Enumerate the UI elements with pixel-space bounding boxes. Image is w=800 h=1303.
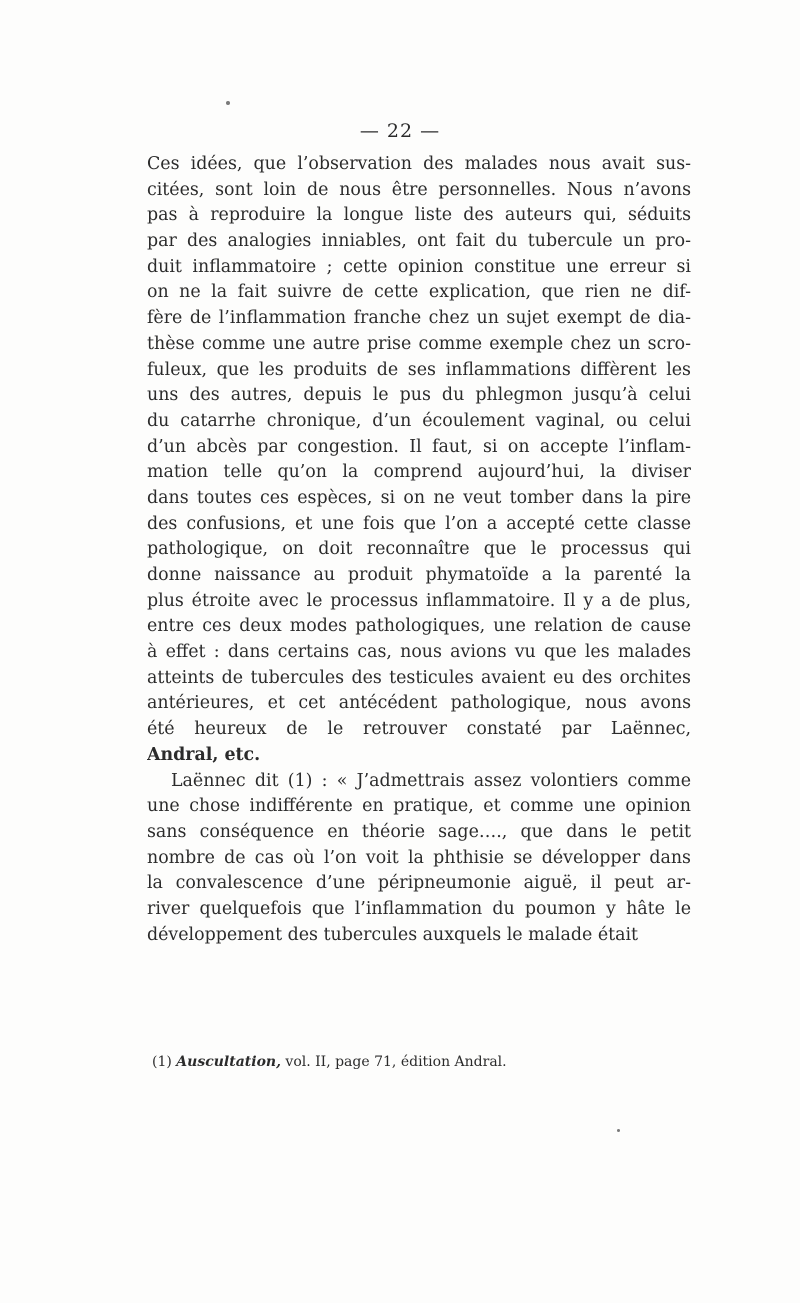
text-line: uns des autres, depuis le pus du phlegmon jusqu’à celui xyxy=(147,385,691,406)
text-line: river quelquefois que l’inflammation du poumon y hâte le xyxy=(147,898,691,919)
text-line: développement des tubercules auxquels le malade était xyxy=(147,924,639,945)
text-line: une chose indifférente en pratique, et comme une opinion xyxy=(147,796,691,817)
text-line: dans toutes ces espèces, si on ne veut tomber dans la pire xyxy=(147,487,691,508)
text-line: antérieures, et cet antécédent pathologique, nous avons xyxy=(147,693,691,714)
text-line: entre ces deux modes pathologiques, une relation de cause xyxy=(147,616,691,637)
text-line: du catarrhe chronique, d’un écoulement vaginal, ou celui xyxy=(147,410,691,431)
text-line: été heureux de le retrouver constaté par Laënnec, xyxy=(147,719,691,740)
text-line: fuleux, que les produits de ses inflammations diffèrent les xyxy=(147,359,691,380)
body-text xyxy=(147,152,691,948)
text-line: atteints de tubercules des testicules avaient eu des orchites xyxy=(147,667,691,688)
ink-speck xyxy=(617,1129,620,1132)
text-line: pas à reproduire la longue liste des auteurs qui, séduits xyxy=(147,205,691,226)
text-line: duit inflammatoire ; cette opinion constitue une erreur si xyxy=(147,256,691,277)
text-line: Andral, etc. xyxy=(147,744,261,765)
text-line: donne naissance au produit phymatoïde a la parenté la xyxy=(147,565,691,585)
text-line: fère de l’inflammation franche chez un sujet exempt de dia- xyxy=(147,308,691,329)
text-line: nombre de cas où l’on voit la phthisie se développer dans xyxy=(147,847,691,868)
text-line: des confusions, et une fois que l’on a accepté cette classe xyxy=(147,513,691,534)
text-line: Laënnec dit (1) : « J’admettrais assez volontiers comme xyxy=(171,770,691,791)
text-line: citées, sont loin de nous être personnelles. Nous n’avons xyxy=(147,179,691,200)
footnote-text: vol. II, page 71, édition Andral. xyxy=(285,1054,507,1070)
text-line: par des analogies inniables, ont fait du tubercule un pro- xyxy=(147,231,691,252)
text-line: Ces idées, que l’observation des malades nous avait sus- xyxy=(147,154,691,174)
text-line: à effet : dans certains cas, nous avions vu que les malades xyxy=(147,642,691,663)
footnote xyxy=(152,1054,507,1070)
text-line: mation telle qu’on la comprend aujourd’hui, la diviser xyxy=(147,462,691,483)
footnote-marker: (1) xyxy=(152,1054,172,1070)
ink-speck xyxy=(226,101,230,105)
text-line: plus étroite avec le processus inflammatoire. Il y a de plus, xyxy=(147,590,691,611)
page-number: — 22 — xyxy=(359,120,441,142)
text-line: thèse comme une autre prise comme exemple chez un scro- xyxy=(147,333,691,354)
text-line: sans conséquence en théorie sage…., que dans le petit xyxy=(147,821,691,842)
text-line: on ne la fait suivre de cette explication, que rien ne dif- xyxy=(147,282,691,303)
text-line: la convalescence d’une péripneumonie aiguë, il peut ar- xyxy=(147,873,691,894)
text-line: pathologique, on doit reconnaître que le processus qui xyxy=(147,539,691,560)
footnote-title: Auscultation, xyxy=(176,1054,281,1070)
text-line: d’un abcès par congestion. Il faut, si on accepte l’inflam- xyxy=(147,436,691,457)
